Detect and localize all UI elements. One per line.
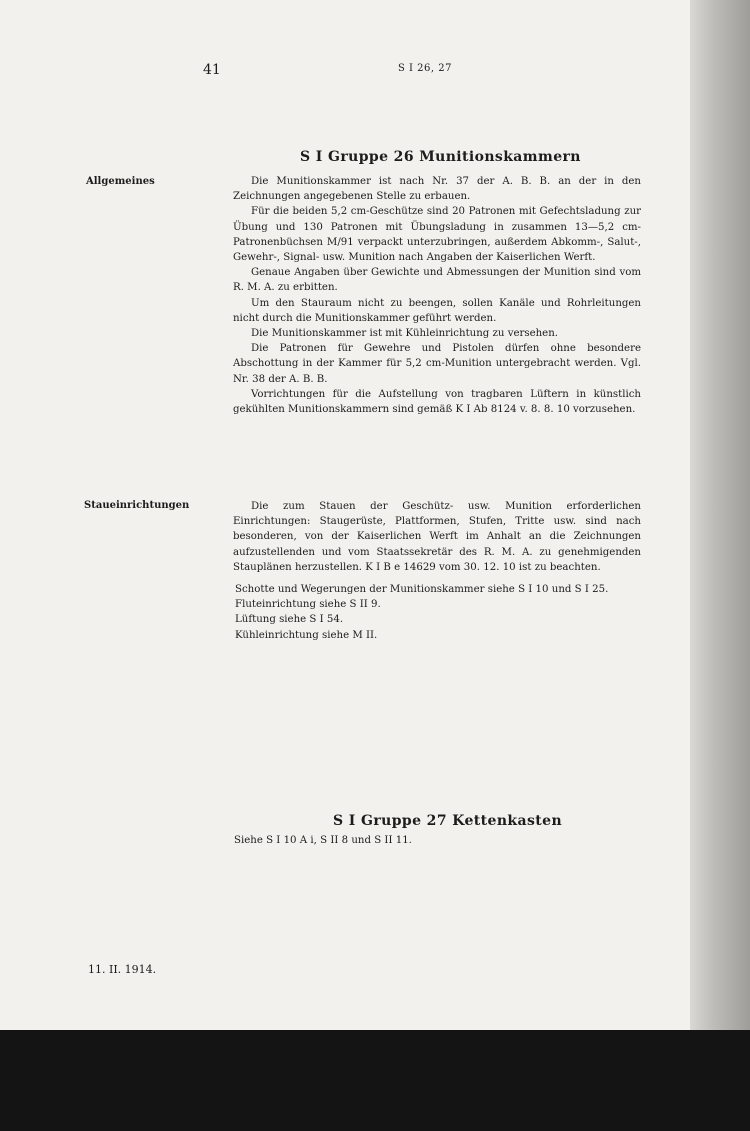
reference-list <box>235 582 635 643</box>
reference-line: Fluteinrichtung siehe S II 9. <box>235 599 381 611</box>
paragraph: Vorrichtungen für die Aufstellung von tragbaren Lüftern in künstlich gekühlten Munitionskammern sind gemäß K I Ab 8124 v. 8. 8. 10 vorzusehen. <box>233 388 641 416</box>
footer-date: 11. II. 1914. <box>88 963 157 976</box>
paragraph: Die Munitionskammer ist nach Nr. 37 der A. B. B. an der in den Zeichnungen angegebenen Stelle zu erbauen. <box>233 176 641 203</box>
margin-label-allgemeines: Allgemeines <box>86 176 155 187</box>
paragraph: Die zum Stauen der Geschütz- usw. Munition erforderlichen Einrichtungen: Staugerüste, Plattformen, Stufen, Tritte usw. sind nach besonderen, von der Kaiserlichen Werft im Anhalt an die Zeichnungen aufzustellenden und vom Staatssekretär des R. M. A. zu genehmigenden Stauplänen herzustellen. K I B e 14629 vom 30. 12. 10 ist zu beachten. <box>233 501 641 573</box>
section-26-heading: S I Gruppe 26 Munitionskammern <box>300 149 581 165</box>
paragraph: Genaue Angaben über Gewichte und Abmessungen der Munition sind vom R. M. A. zu erbitten. <box>233 267 641 294</box>
scan-background <box>0 1030 750 1131</box>
reference-line: Kühleinrichtung siehe M II. <box>235 629 378 641</box>
section-27-text: Siehe S I 10 A i, S II 8 und S II 11. <box>234 835 412 846</box>
section-26-body <box>233 174 641 417</box>
page-number: 41 <box>203 62 221 78</box>
paragraph: Die Munitionskammer ist mit Kühleinrichtung zu versehen. <box>251 328 559 340</box>
paragraph: Für die beiden 5,2 cm-Geschütze sind 20 Patronen mit Gefechtsladung zur Übung und 130 Patronen mit Übungsladung in zusammen 13—5,2 cm-Patronenbüchsen M/91 verpackt unterzubringen, außerdem Abkomm-, Salut-, Gewehr-, Signal- usw. Munition nach Angaben der Kaiserlichen Werft. <box>233 206 641 264</box>
reference-line: Lüftung siehe S I 54. <box>235 614 344 626</box>
paragraph: Die Patronen für Gewehre und Pistolen dürfen ohne besondere Abschottung in der Kammer für 5,2 cm-Munition untergebracht werden. Vgl. Nr. 38 der A. B. B. <box>233 343 641 385</box>
reference-line: Schotte und Wegerungen der Munitionskammer siehe S I 10 und S I 25. <box>235 584 609 595</box>
staueinrichtungen-body <box>233 499 641 575</box>
paragraph: Um den Stauraum nicht zu beengen, sollen Kanäle und Rohrleitungen nicht durch die Munitionskammer geführt werden. <box>233 297 641 324</box>
page-gutter <box>690 0 750 1030</box>
margin-label-staueinrichtungen: Staueinrichtungen <box>84 500 190 511</box>
section-27-heading: S I Gruppe 27 Kettenkasten <box>333 813 563 829</box>
running-head: S I 26, 27 <box>398 63 452 74</box>
